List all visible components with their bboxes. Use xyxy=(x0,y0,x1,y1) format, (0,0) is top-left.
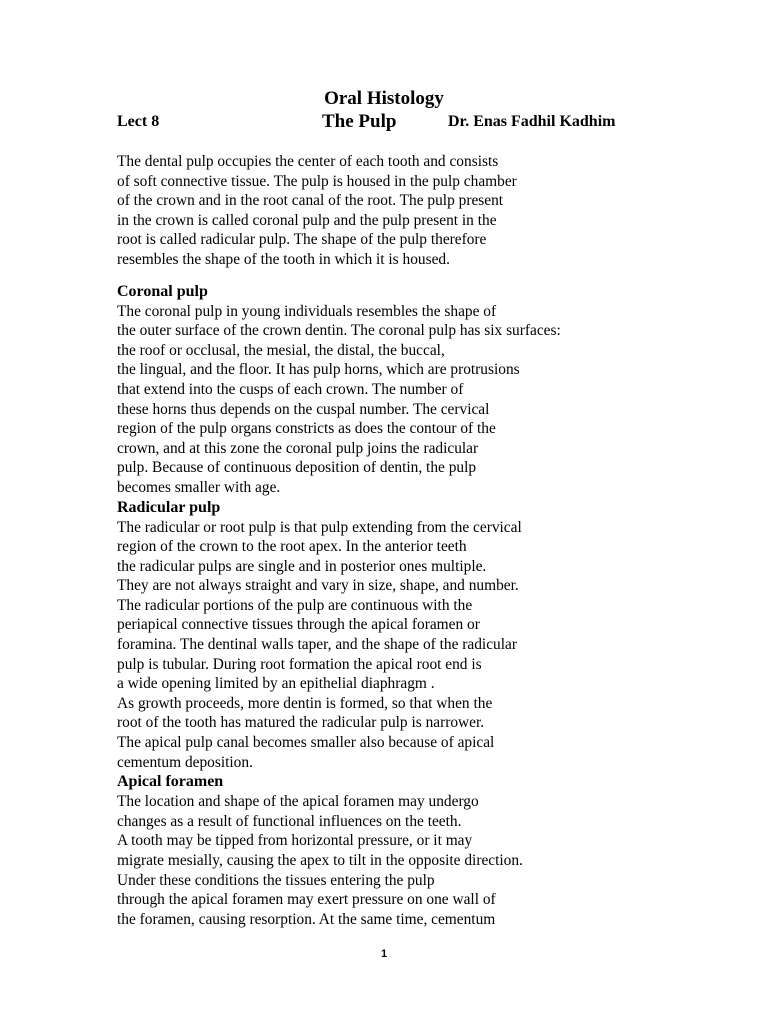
text-line: crown, and at this zone the coronal pulp joins the radicular xyxy=(117,439,479,457)
text-line: the outer surface of the crown dentin. The coronal pulp has six surfaces: xyxy=(117,322,561,340)
text-line: The dental pulp occupies the center of each tooth and consists xyxy=(117,153,499,170)
section-heading-apical-foramen: Apical foramen xyxy=(117,773,224,791)
lecture-header xyxy=(117,111,657,135)
text-line: the lingual, and the floor. It has pulp horns, which are protrusions xyxy=(117,361,520,379)
page-number: 1 xyxy=(380,948,388,960)
text-line: foramina. The dentinal walls taper, and the shape of the radicular xyxy=(117,636,517,654)
author-name: Dr. Enas Fadhil Kadhim xyxy=(448,113,616,130)
section-heading-coronal-pulp: Coronal pulp xyxy=(117,282,208,300)
text-line: As growth proceeds, more dentin is formed, so that when the xyxy=(117,694,493,712)
text-line: The radicular portions of the pulp are continuous with the xyxy=(117,596,473,614)
section-paragraph-radicular-pulp xyxy=(117,518,657,773)
intro-paragraph xyxy=(117,152,657,270)
text-line: becomes smaller with age. xyxy=(117,478,281,496)
document-title: Oral Histology xyxy=(324,88,444,109)
text-line: the radicular pulps are single and in posterior ones multiple. xyxy=(117,557,487,575)
text-line: root of the tooth has matured the radicular pulp is narrower. xyxy=(117,714,485,732)
text-line: The coronal pulp in young individuals resembles the shape of xyxy=(117,302,497,320)
text-line: these horns thus depends on the cuspal number. The cervical xyxy=(117,400,490,418)
text-line: periapical connective tissues through the apical foramen or xyxy=(117,616,480,634)
document-body xyxy=(117,152,657,929)
text-line: of soft connective tissue. The pulp is housed in the pulp chamber xyxy=(117,172,517,190)
text-line: through the apical foramen may exert pressure on one wall of xyxy=(117,891,496,909)
text-line: the foramen, causing resorption. At the same time, cementum xyxy=(117,910,496,928)
text-line: migrate mesially, causing the apex to tilt in the opposite direction. xyxy=(117,852,523,869)
text-line: They are not always straight and vary in size, shape, and number. xyxy=(117,577,519,595)
text-line: changes as a result of functional influences on the teeth. xyxy=(117,812,462,830)
text-line: cementum deposition. xyxy=(117,753,253,771)
text-line: the roof or occlusal, the mesial, the distal, the buccal, xyxy=(117,341,445,359)
text-line: of the crown and in the root canal of the root. The pulp present xyxy=(117,192,504,210)
text-line: that extend into the cusps of each crown. The number of xyxy=(117,380,464,398)
text-line: in the crown is called coronal pulp and the pulp present in the xyxy=(117,211,497,229)
text-line: root is called radicular pulp. The shape of the pulp therefore xyxy=(117,231,487,249)
section-paragraph-apical-foramen xyxy=(117,792,657,929)
section-paragraph-coronal-pulp xyxy=(117,302,657,498)
text-line: The radicular or root pulp is that pulp extending from the cervical xyxy=(117,518,522,536)
text-line: a wide opening limited by an epithelial diaphragm . xyxy=(117,675,435,693)
text-line: pulp. Because of continuous deposition of dentin, the pulp xyxy=(117,459,477,477)
text-line: pulp is tubular. During root formation the apical root end is xyxy=(117,655,482,673)
text-line: The location and shape of the apical foramen may undergo xyxy=(117,793,479,811)
text-line: resembles the shape of the tooth in which it is housed. xyxy=(117,250,450,268)
text-line: Under these conditions the tissues entering the pulp xyxy=(117,871,435,889)
lecture-topic: The Pulp xyxy=(322,111,397,132)
text-line: region of the pulp organs constricts as does the contour of the xyxy=(117,420,496,438)
text-line: A tooth may be tipped from horizontal pressure, or it may xyxy=(117,832,473,850)
text-line: region of the crown to the root apex. In the anterior teeth xyxy=(117,538,467,556)
lecture-number: Lect 8 xyxy=(117,113,160,130)
text-line: The apical pulp canal becomes smaller also because of apical xyxy=(117,734,495,752)
section-heading-radicular-pulp: Radicular pulp xyxy=(117,498,221,516)
